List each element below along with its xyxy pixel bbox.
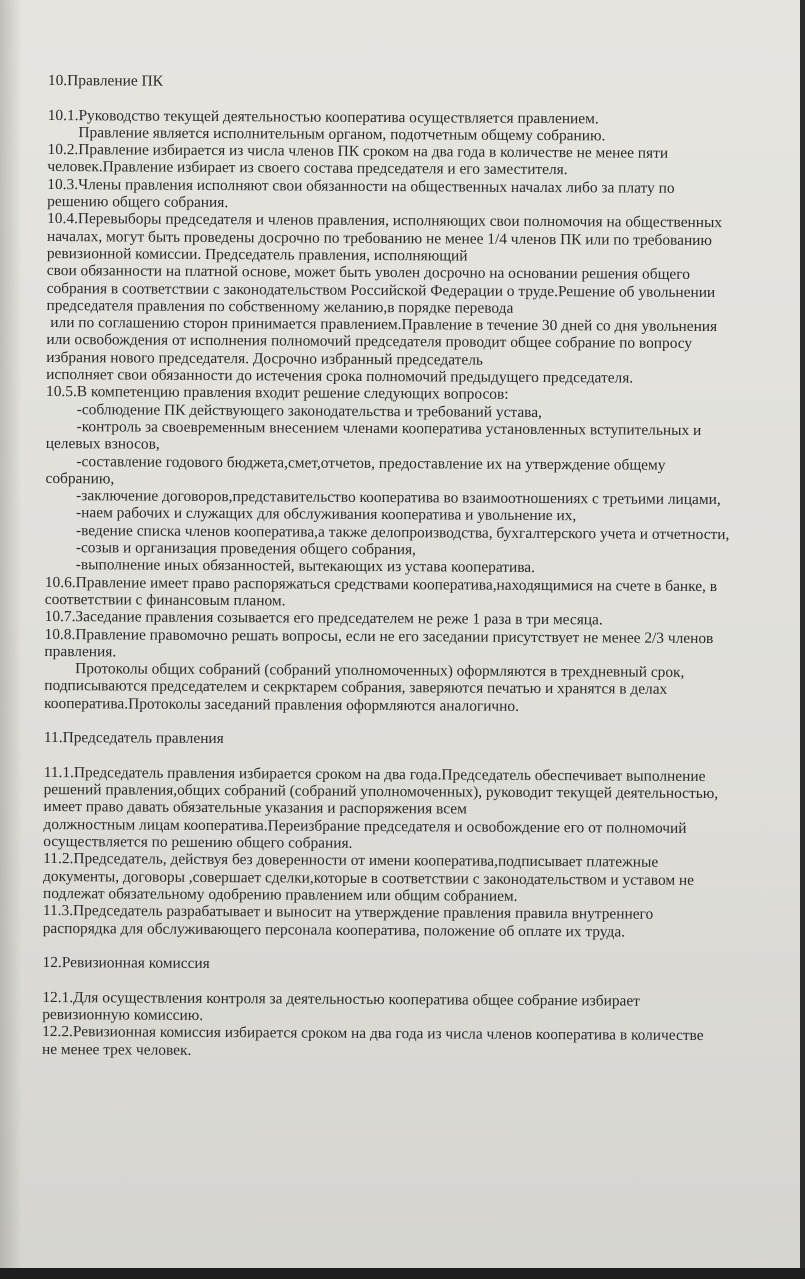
document-text	[42, 72, 784, 1062]
document-line: 10.8.Правление правомочно решать вопросы, если не его заседании присутствует не менее 2/3 членов	[44, 625, 714, 647]
document-line: кооператива.Протоколы заседаний правления оформляются аналогично.	[44, 694, 520, 715]
document-line: или освобождения от исполнения полномочий председателя проводит общее собрание по вопросу	[46, 331, 693, 353]
document-line: 11.1.Председатель правления избирается сроком на два года.Председатель обеспечивает выполнение	[43, 763, 706, 785]
document-line: 11.2.Председатель, действуя без доверенности от имени кооператива,подписывает платежные	[43, 850, 659, 872]
document-line: документы, договоры ,совершает сделки,которые в соответствии с законодательством и уставом не	[43, 867, 695, 889]
document-line: -ведение списка членов кооператива,а также делопроизводства, бухгалтерского учета и отчетности,	[45, 521, 730, 543]
document-line: 10.6.Правление имеет право распоряжаться средствами кооператива,находящимися на счете в банке, в	[44, 573, 718, 595]
document-line: или по соглашению сторон принимается правлением.Правление в течение 30 дней со дня увольнения	[46, 314, 718, 336]
document-line: -составление годового бюджета,смет,отчетов, предоставление их на утверждение общему	[45, 452, 666, 474]
document-line: подписываются председателем и секрктарем собрания, заверяются печатью и хранятся в делах	[44, 677, 668, 699]
document-line: ревизионную комиссию.	[42, 1006, 204, 1024]
document-line: не менее трех человек.	[41, 1040, 192, 1059]
photo-bottom-edge	[0, 1268, 805, 1279]
document-line: решению общего собрания.	[47, 193, 229, 212]
document-line: -заключение договоров,представительство кооператива во взаимоотношениях с третьими лицами,	[45, 487, 721, 509]
document-line: избрания нового председателя. Досрочно избранный председатель	[46, 348, 484, 369]
document-line: 10.3.Члены правления исполняют свои обязанности на общественных началах либо за плату по	[47, 175, 675, 197]
document-line: имеет право давать обязательные указания и распоряжения всем	[43, 798, 467, 819]
document-line: решений правления,общих собраний (собраний уполномоченных), руководит текущей деятельностью,	[43, 781, 719, 803]
document-line: человек.Правление избирает из своего состава председателя и его заместителя.	[47, 158, 568, 179]
document-line: 11.Председатель правления	[43, 729, 224, 748]
document-line: осуществляется по решению общего собрания.	[43, 833, 353, 852]
document-line: целевых взносов,	[45, 435, 160, 453]
document-line: распорядка для обслуживающего персонала кооператива, положение об оплате их труда.	[42, 919, 626, 941]
page-edge-shadow	[0, 0, 22, 1268]
document-line: подлежат обязательному одобрению правлением или общим собранием.	[42, 884, 518, 905]
document-line: -соблюдение ПК действующего законодательства и требований устава,	[45, 400, 542, 421]
document-line: 10.7.Заседание правления созывается его председателем не реже 1 раза в три месяца.	[44, 608, 603, 629]
document-line: началах, могут быть проведены досрочно по требованию не менее 1/4 членов ПК или по требованию	[46, 227, 712, 249]
document-line: -наем рабочих и служащих для обслуживания кооператива и увольнение их,	[45, 504, 577, 525]
document-line: собранию,	[45, 469, 115, 488]
document-line: правления.	[44, 642, 117, 661]
document-line: 10.Правление ПК	[47, 72, 163, 90]
document-line: 10.1.Руководство текущей деятельностью кооператива осуществляется правлением.	[47, 106, 599, 127]
document-line: -контроль за своевременным внесением членами кооператива установленных вступительных и	[45, 417, 702, 439]
document-line: исполняет свои обязанности до истечения срока полномочий предыдущего председателя.	[46, 366, 634, 387]
document-line: 12.Ревизионная комиссия	[42, 954, 210, 973]
document-line: ревизионной комиссии. Председатель правления, исполняющий	[46, 244, 468, 265]
document-line: -выполнение иных обязанностей, вытекающих из устава кооператива.	[44, 556, 536, 577]
document-line: Протоколы общих собраний (собраний уполномоченных) оформляются в трехдневный срок,	[44, 660, 685, 681]
document-line: свои обязанности на платной основе, может быть уволен досрочно на основании решения общего	[46, 262, 690, 284]
document-line: 10.5.В компетенцию правления входит решение следующих вопросов:	[45, 383, 509, 404]
document-line: соответствии с финансовым планом.	[44, 590, 286, 610]
document-line: 12.1.Для осуществления контроля за деятельностью кооператива общее собрание избирает	[42, 988, 640, 1010]
document-line: Правление является исполнительным органом, подотчетным общему собранию.	[47, 123, 606, 145]
document-line: 12.2.Ревизионная комиссия избирается сроком на два года из числа членов кооператива в количестве	[42, 1023, 704, 1045]
document-line: председателя правления по собственному желанию,в порядке перевода	[46, 296, 514, 317]
document-line: -созыв и организация проведения общего собрания,	[45, 539, 416, 559]
document-line: 11.3.Председатель разрабатывает и выносит на утверждение правления правила внутреннего	[42, 902, 654, 923]
document-line: собрания в соответствии с законодательством Российской Федерации о труде.Решение об увольнении	[46, 279, 716, 301]
document-line: 10.4.Перевыборы председателя и членов правления, исполняющих свои полномочия на общественных	[47, 210, 723, 232]
document-line: должностным лицам кооператива.Переизбрание председателя и освобождение его от полномочий	[43, 815, 687, 837]
document-line: 10.2.Правление избирается из числа членов ПК сроком на два года в количестве не менее пяти	[47, 141, 669, 162]
